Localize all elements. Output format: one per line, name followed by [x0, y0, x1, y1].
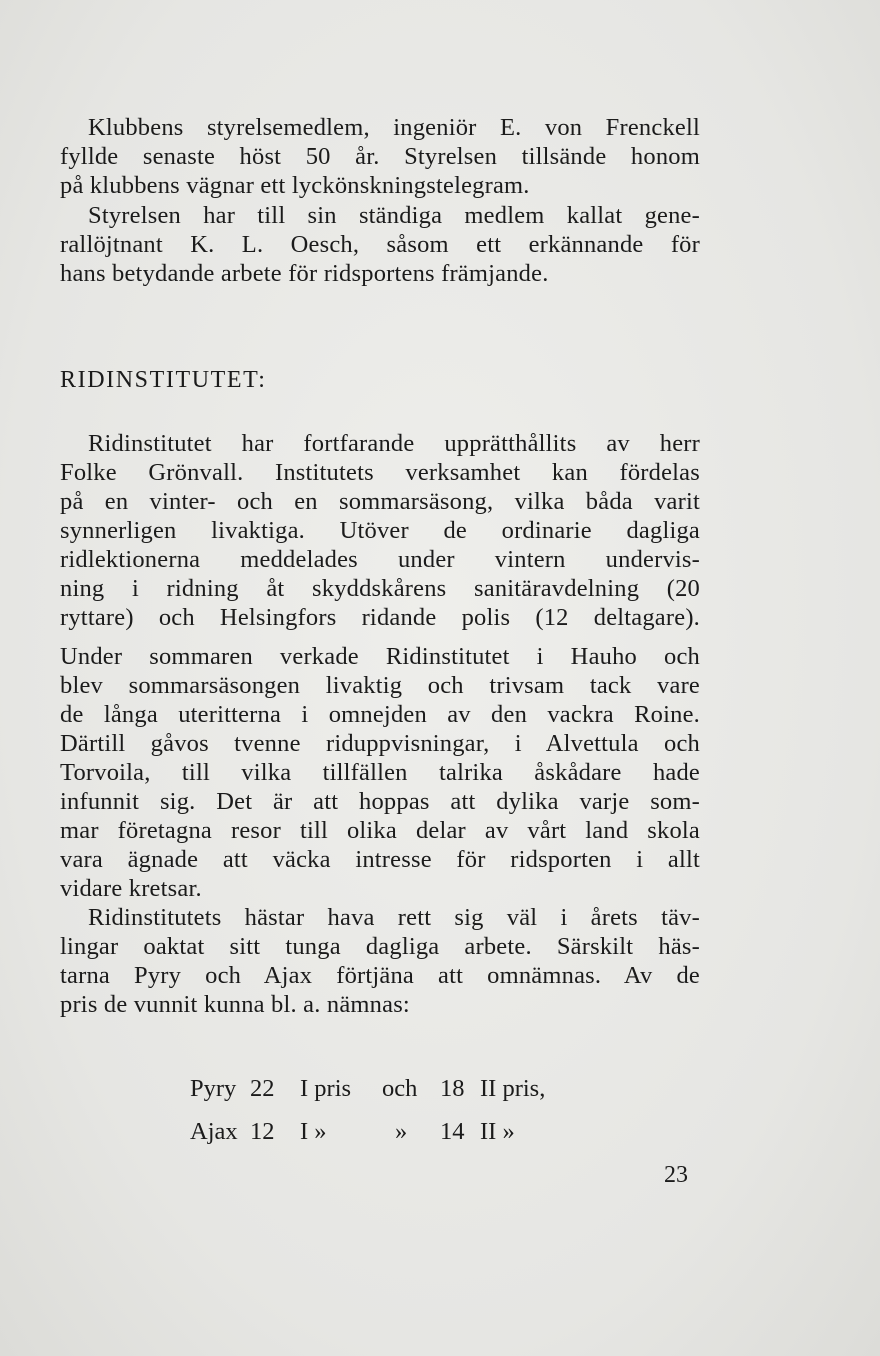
first-prize-label: I pris: [300, 1075, 352, 1102]
text-line: ridlektionerna meddelades under vintern undervis-: [60, 546, 700, 573]
horse-name: Ajax: [190, 1118, 238, 1145]
section-heading: RIDINSTITUTET:: [60, 367, 267, 393]
text-line: Ridinstitutets hästar hava rett sig väl i årets täv-: [88, 904, 700, 931]
text-line: pris de vunnit kunna bl. a. nämnas:: [60, 991, 410, 1018]
text-line: Torvoila, till vilka tillfällen talrika åskådare hade: [60, 759, 700, 786]
text-line: Ridinstitutet har fortfarande upprätthållits av herr: [88, 430, 700, 457]
text-line: på en vinter- och en sommarsäsong, vilka båda varit: [60, 488, 700, 515]
first-prize-count: 22: [250, 1075, 275, 1102]
second-prize-label: II pris,: [480, 1075, 546, 1102]
text-line: lingar oaktat sitt tunga dagliga arbete. Särskilt häs-: [60, 933, 700, 960]
second-prize-label: II »: [480, 1118, 515, 1145]
first-prize-label: I »: [300, 1118, 327, 1145]
horse-name: Pyry: [190, 1075, 237, 1102]
text-line: på klubbens vägnar ett lyckönskningstelegram.: [60, 172, 530, 199]
text-line: Folke Grönvall. Institutets verksamhet kan fördelas: [60, 459, 700, 486]
conjunction: och: [382, 1075, 418, 1102]
second-prize-count: 18: [440, 1075, 465, 1102]
ditto-mark: »: [395, 1118, 408, 1145]
text-line: Klubbens styrelsemedlem, ingeniör E. von Frenckell: [88, 114, 700, 141]
text-line: vara ägnade att väcka intresse för ridsporten i allt: [60, 846, 700, 873]
text-line: Under sommaren verkade Ridinstitutet i Hauho och: [60, 643, 700, 670]
text-line: de långa uteritterna i omnejden av den vackra Roine.: [60, 701, 700, 728]
text-line: Styrelsen har till sin ständiga medlem kallat gene-: [88, 202, 700, 229]
text-line: mar företagna resor till olika delar av vårt land skola: [60, 817, 700, 844]
text-line: ryttare) och Helsingfors ridande polis (12 deltagare).: [60, 604, 700, 631]
text-line: rallöjtnant K. L. Oesch, såsom ett erkännande för: [60, 231, 700, 258]
text-line: synnerligen livaktiga. Utöver de ordinarie dagliga: [60, 517, 700, 544]
page-number: 23: [664, 1162, 688, 1188]
second-prize-count: 14: [440, 1118, 465, 1145]
text-line: Därtill gåvos tvenne riduppvisningar, i Alvettula och: [60, 730, 700, 757]
first-prize-count: 12: [250, 1118, 275, 1145]
text-line: tarna Pyry och Ajax förtjäna att omnämnas. Av de: [60, 962, 700, 989]
text-line: vidare kretsar.: [60, 875, 202, 902]
text-line: fyllde senaste höst 50 år. Styrelsen tillsände honom: [60, 143, 700, 170]
text-line: infunnit sig. Det är att hoppas att dylika varje som-: [60, 788, 700, 815]
text-line: ning i ridning åt skyddskårens sanitäravdelning (20: [60, 575, 700, 602]
text-line: hans betydande arbete för ridsportens främjande.: [60, 260, 549, 287]
text-line: blev sommarsäsongen livaktig och trivsam tack vare: [60, 672, 700, 699]
